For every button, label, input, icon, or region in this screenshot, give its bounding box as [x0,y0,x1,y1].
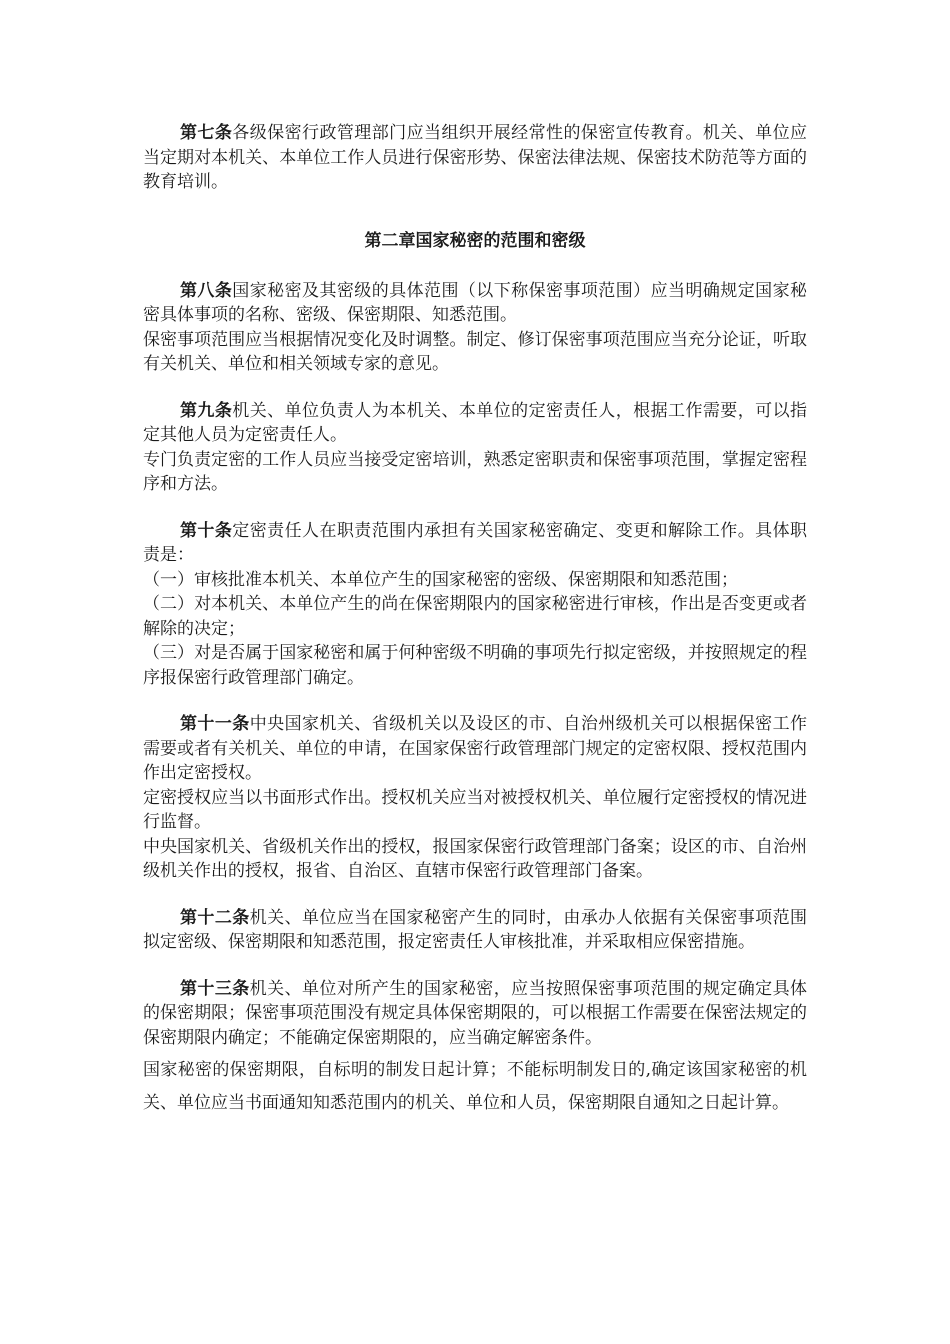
article-paragraph [143,712,807,786]
article-text: 机关、单位负责人为本机关、本单位的定密责任人，根据工作需要，可以指定其他人员为定密责任人。 [143,400,808,445]
article-11 [143,712,807,884]
article-number: 第十二条 [180,907,250,928]
article-13 [143,977,807,1121]
article-number: 第十三条 [180,978,250,999]
article-text: 各级保密行政管理部门应当组织开展经常性的保密宣传教育。机关、单位应当定期对本机关、本单位工作人员进行保密形势、保密法律法规、保密技术防范等方面的教育培训。 [143,123,808,192]
article-paragraph: 保密事项范围应当根据情况变化及时调整。制定、修订保密事项范围应当充分论证，听取有关机关、单位和相关领域专家的意见。 [143,329,807,374]
article-paragraph: 国家秘密的保密期限，自标明的制发日起计算；不能标明制发日的,确定该国家秘密的机关、单位应当书面通知知悉范围内的机关、单位和人员，保密期限自通知之日起计算。 [143,1060,807,1113]
article-paragraph [143,519,807,568]
article-text: 定密责任人在职责范围内承担有关国家秘密确定、变更和解除工作。具体职责是： [143,520,808,565]
article-paragraph [143,906,807,955]
article-paragraph [143,121,807,195]
article-paragraph [143,399,807,448]
article-paragraph [143,977,807,1051]
article-number: 第十条 [180,520,233,541]
article-text: 机关、单位对所产生的国家秘密，应当按照保密事项范围的规定确定具体的保密期限；保密事项范围没有规定具体保密期限的，可以根据工作需要在保密法规定的保密期限内确定；不能确定保密期限的，应当确定解密条件。 [143,978,808,1048]
article-10 [143,519,807,691]
article-paragraph: 定密授权应当以书面形式作出。授权机关应当对被授权机关、单位履行定密授权的情况进行监督。 [143,787,807,832]
article-item-2: （二）对本机关、本单位产生的尚在保密期限内的国家秘密进行审核，作出是否变更或者解除的决定； [143,594,807,639]
article-12 [143,906,807,955]
article-text: 机关、单位应当在国家秘密产生的同时，由承办人依据有关保密事项范围拟定密级、保密期限和知悉范围，报定密责任人审核批准，并采取相应保密措施。 [143,907,808,952]
chapter-title: 第二章国家秘密的范围和密级 [364,230,586,251]
article-paragraph [143,279,807,328]
article-text: 中央国家机关、省级机关以及设区的市、自治州级机关可以根据保密工作需要或者有关机关、单位的申请，在国家保密行政管理部门规定的定密权限、授权范围内作出定密授权。 [143,714,808,783]
article-paragraph: 专门负责定密的工作人员应当接受定密培训，熟悉定密职责和保密事项范围，掌握定密程序和方法。 [143,449,807,494]
article-text: 国家秘密及其密级的具体范围（以下称保密事项范围）应当明确规定国家秘密具体事项的名称、密级、保密期限、知悉范围。 [143,280,808,325]
article-number: 第十一条 [180,714,250,734]
article-paragraph: 中央国家机关、省级机关作出的授权，报国家保密行政管理部门备案；设区的市、自治州级机关作出的授权，报省、自治区、直辖市保密行政管理部门备案。 [143,836,807,881]
article-9 [143,399,807,497]
article-number: 第九条 [180,400,233,421]
article-number: 第七条 [180,123,233,143]
article-item-3: （三）对是否属于国家秘密和属于何种密级不明确的事项先行拟定密级，并按照规定的程序报保密行政管理部门确定。 [143,643,807,688]
article-item-1: （一）审核批准本机关、本单位产生的国家秘密的密级、保密期限和知悉范围； [143,569,738,590]
article-8 [143,279,807,377]
article-number: 第八条 [180,280,233,301]
article-7 [143,121,807,195]
